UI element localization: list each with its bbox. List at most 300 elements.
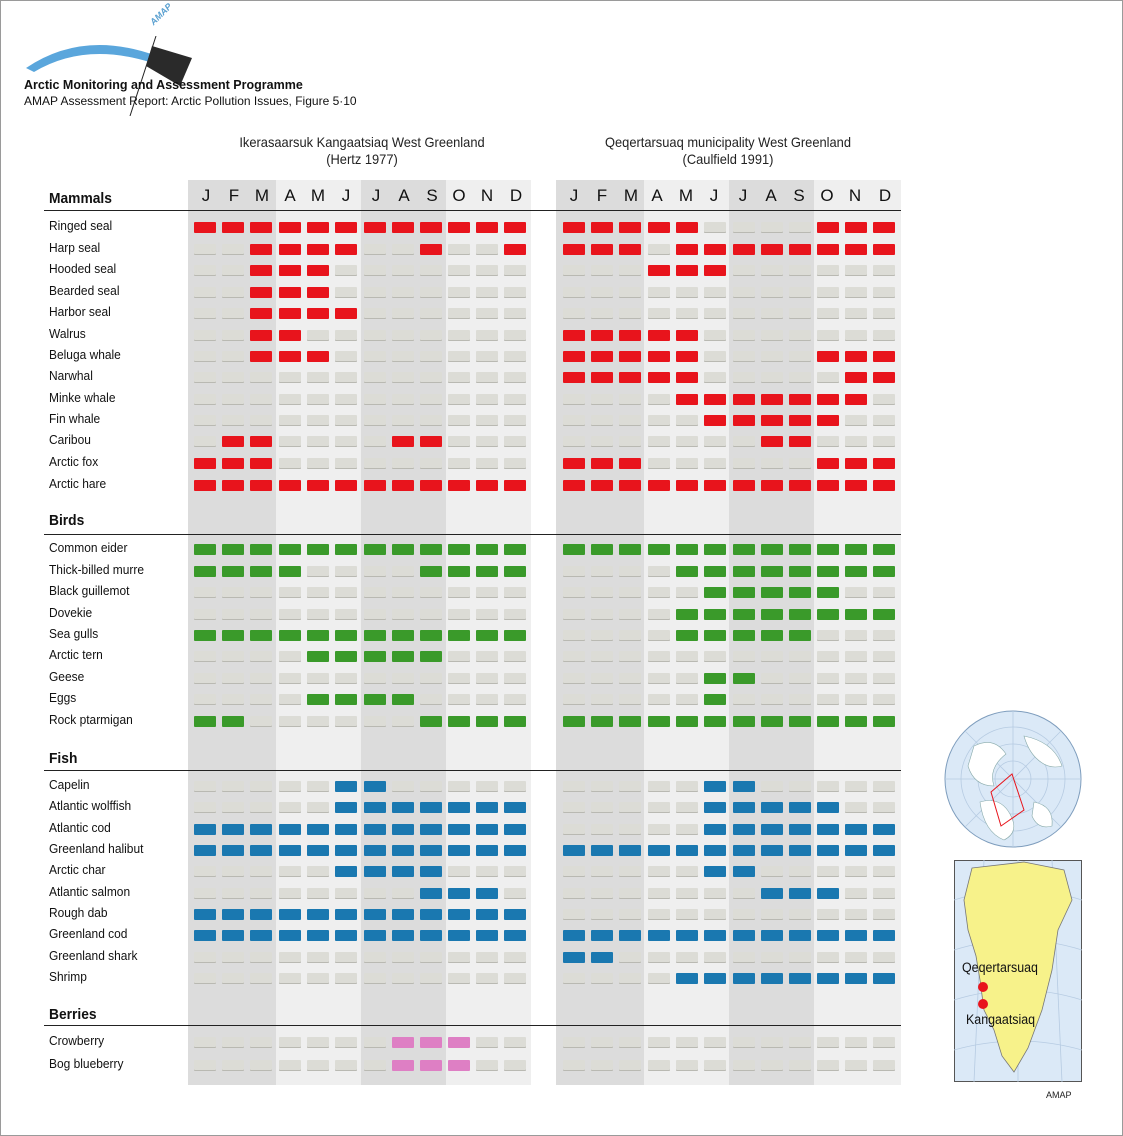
harvest-cell-active [817, 566, 839, 577]
harvest-cell-inactive [563, 673, 585, 684]
header-rule-gap [536, 210, 556, 211]
harvest-cell-active [392, 802, 414, 813]
month-header-right-10: O [820, 186, 834, 205]
harvest-cell-active [676, 480, 698, 491]
harvest-cell-active [789, 930, 811, 941]
harvest-cell-active [704, 609, 726, 620]
harvest-cell-inactive [222, 1060, 244, 1071]
harvest-cell-inactive [789, 866, 811, 877]
harvest-cell-inactive [448, 436, 470, 447]
logo-wordmark: AMAP [148, 1, 174, 28]
harvest-cell-inactive [845, 630, 867, 641]
harvest-cell-inactive [476, 651, 498, 662]
harvest-cell-active [420, 824, 442, 835]
harvest-cell-inactive [250, 372, 272, 383]
harvest-cell-inactive [648, 651, 670, 662]
harvest-cell-active [789, 566, 811, 577]
harvest-cell-inactive [789, 673, 811, 684]
harvest-cell-inactive [250, 866, 272, 877]
harvest-cell-inactive [194, 287, 216, 298]
harvest-cell-inactive [335, 436, 357, 447]
harvest-cell-inactive [761, 351, 783, 362]
harvest-cell-inactive [476, 330, 498, 341]
harvest-cell-inactive [817, 694, 839, 705]
harvest-cell-inactive [648, 824, 670, 835]
harvest-cell-active [761, 587, 783, 598]
harvest-cell-active [504, 544, 526, 555]
harvest-cell-active [307, 351, 329, 362]
harvest-cell-inactive [307, 372, 329, 383]
harvest-cell-active [761, 244, 783, 255]
harvest-cell-inactive [563, 1037, 585, 1048]
harvest-cell-inactive [279, 888, 301, 899]
harvest-cell-active [250, 308, 272, 319]
harvest-cell-inactive [676, 651, 698, 662]
harvest-cell-inactive [335, 458, 357, 469]
harvest-cell-inactive [504, 372, 526, 383]
harvest-cell-active [676, 930, 698, 941]
harvest-cell-active [789, 587, 811, 598]
harvest-cell-inactive [733, 1037, 755, 1048]
harvest-cell-inactive [619, 802, 641, 813]
harvest-cell-inactive [279, 436, 301, 447]
harvest-cell-inactive [873, 415, 895, 426]
harvest-cell-inactive [873, 436, 895, 447]
harvest-cell-inactive [619, 587, 641, 598]
harvest-cell-active [817, 609, 839, 620]
row-label: Eggs [49, 690, 77, 705]
harvest-cell-active [563, 952, 585, 963]
harvest-cell-active [279, 330, 301, 341]
harvest-cell-inactive [279, 866, 301, 877]
harvest-cell-active [733, 544, 755, 555]
harvest-cell-inactive [504, 651, 526, 662]
harvest-cell-inactive [704, 909, 726, 920]
harvest-cell-active [364, 866, 386, 877]
harvest-cell-active [364, 909, 386, 920]
harvest-cell-inactive [476, 781, 498, 792]
harvest-cell-inactive [704, 458, 726, 469]
harvest-cell-inactive [335, 372, 357, 383]
harvest-cell-inactive [335, 566, 357, 577]
harvest-cell-active [194, 222, 216, 233]
harvest-cell-inactive [591, 587, 613, 598]
harvest-cell-inactive [873, 909, 895, 920]
harvest-cell-inactive [504, 287, 526, 298]
harvest-cell-active [476, 222, 498, 233]
harvest-cell-inactive [591, 802, 613, 813]
harvest-cell-inactive [845, 1037, 867, 1048]
harvest-cell-active [504, 480, 526, 491]
month-header-left-2: F [228, 186, 240, 205]
harvest-cell-inactive [789, 351, 811, 362]
harvest-cell-active [420, 222, 442, 233]
harvest-cell-active [250, 436, 272, 447]
harvest-cell-active [648, 845, 670, 856]
harvest-cell-inactive [704, 330, 726, 341]
harvest-cell-inactive [335, 888, 357, 899]
harvest-cell-inactive [845, 651, 867, 662]
harvest-cell-active [817, 222, 839, 233]
harvest-cell-active [733, 845, 755, 856]
harvest-cell-inactive [222, 609, 244, 620]
harvest-cell-active [789, 630, 811, 641]
harvest-cell-inactive [619, 1037, 641, 1048]
harvest-cell-inactive [420, 394, 442, 405]
harvest-cell-active [733, 630, 755, 641]
harvest-cell-inactive [476, 394, 498, 405]
harvest-cell-inactive [676, 1037, 698, 1048]
harvest-cell-inactive [448, 694, 470, 705]
harvest-cell-inactive [591, 888, 613, 899]
harvest-cell-active [364, 630, 386, 641]
harvest-cell-inactive [392, 330, 414, 341]
harvest-cell-inactive [364, 330, 386, 341]
harvest-cell-active [476, 845, 498, 856]
harvest-cell-inactive [563, 566, 585, 577]
harvest-cell-inactive [591, 436, 613, 447]
harvest-cell-active [761, 415, 783, 426]
harvest-cell-inactive [392, 351, 414, 362]
harvest-cell-inactive [307, 716, 329, 727]
harvest-cell-active [789, 415, 811, 426]
harvest-cell-inactive [476, 244, 498, 255]
harvest-cell-inactive [476, 694, 498, 705]
harvest-cell-inactive [420, 458, 442, 469]
harvest-cell-inactive [420, 372, 442, 383]
harvest-cell-inactive [279, 973, 301, 984]
harvest-cell-inactive [817, 1060, 839, 1071]
harvest-cell-inactive [250, 609, 272, 620]
harvest-cell-active [250, 222, 272, 233]
harvest-cell-active [250, 480, 272, 491]
harvest-cell-active [476, 630, 498, 641]
harvest-cell-active [619, 716, 641, 727]
harvest-cell-inactive [364, 394, 386, 405]
harvest-cell-inactive [676, 415, 698, 426]
harvest-cell-inactive [591, 651, 613, 662]
harvest-cell-inactive [279, 458, 301, 469]
harvest-cell-inactive [761, 866, 783, 877]
harvest-cell-active [676, 372, 698, 383]
harvest-cell-active [845, 351, 867, 362]
harvest-cell-inactive [448, 973, 470, 984]
harvest-cell-active [420, 888, 442, 899]
harvest-cell-inactive [789, 287, 811, 298]
harvest-cell-active [817, 845, 839, 856]
harvest-cell-active [817, 716, 839, 727]
harvest-cell-inactive [364, 1037, 386, 1048]
harvest-cell-active [250, 244, 272, 255]
harvest-cell-active [504, 630, 526, 641]
harvest-cell-active [420, 436, 442, 447]
harvest-cell-active [279, 287, 301, 298]
harvest-cell-active [761, 845, 783, 856]
harvest-cell-active [789, 824, 811, 835]
panel-title-right [570, 134, 886, 168]
harvest-cell-active [704, 394, 726, 405]
harvest-cell-inactive [448, 651, 470, 662]
harvest-cell-inactive [619, 888, 641, 899]
harvest-cell-inactive [250, 415, 272, 426]
harvest-cell-inactive [448, 372, 470, 383]
harvest-cell-active [704, 673, 726, 684]
month-header-right-8: A [765, 186, 777, 205]
harvest-cell-inactive [733, 888, 755, 899]
harvest-cell-inactive [676, 802, 698, 813]
harvest-cell-inactive [504, 694, 526, 705]
harvest-cell-inactive [194, 888, 216, 899]
harvest-cell-active [194, 824, 216, 835]
harvest-cell-active [420, 866, 442, 877]
harvest-cell-active [279, 544, 301, 555]
harvest-cell-inactive [845, 909, 867, 920]
harvest-cell-active [733, 609, 755, 620]
harvest-cell-active [733, 394, 755, 405]
harvest-cell-inactive [676, 866, 698, 877]
harvest-cell-active [619, 845, 641, 856]
harvest-cell-inactive [817, 651, 839, 662]
harvest-cell-active [733, 716, 755, 727]
harvest-cell-active [335, 845, 357, 856]
harvest-cell-active [335, 909, 357, 920]
harvest-cell-active [307, 244, 329, 255]
month-header-left-8: A [398, 186, 410, 205]
harvest-cell-inactive [448, 308, 470, 319]
harvest-cell-inactive [648, 587, 670, 598]
harvest-cell-active [307, 308, 329, 319]
row-label: Harbor seal [49, 304, 111, 319]
harvest-cell-inactive [704, 351, 726, 362]
harvest-cell-inactive [222, 351, 244, 362]
harvest-cell-inactive [619, 909, 641, 920]
row-label: Sea gulls [49, 626, 99, 641]
month-header-left-7: J [371, 186, 381, 205]
harvest-cell-active [648, 265, 670, 276]
harvest-cell-inactive [194, 372, 216, 383]
harvest-cell-active [648, 716, 670, 727]
harvest-cell-inactive [733, 372, 755, 383]
harvest-cell-inactive [250, 694, 272, 705]
row-label: Crowberry [49, 1033, 105, 1048]
harvest-cell-active [619, 480, 641, 491]
harvest-cell-active [761, 824, 783, 835]
harvest-cell-inactive [194, 244, 216, 255]
harvest-cell-active [279, 222, 301, 233]
harvest-cell-active [817, 351, 839, 362]
harvest-cell-inactive [307, 436, 329, 447]
harvest-cell-active [733, 802, 755, 813]
harvest-cell-active [222, 845, 244, 856]
row-label: Common eider [49, 540, 128, 555]
harvest-cell-active [563, 930, 585, 941]
harvest-cell-inactive [873, 1060, 895, 1071]
harvest-cell-inactive [250, 1037, 272, 1048]
harvest-cell-inactive [845, 888, 867, 899]
harvest-cell-inactive [761, 372, 783, 383]
harvest-cell-inactive [563, 415, 585, 426]
harvest-cell-inactive [250, 781, 272, 792]
harvest-cell-inactive [504, 888, 526, 899]
harvest-cell-active [335, 802, 357, 813]
harvest-cell-active [761, 630, 783, 641]
harvest-cell-active [335, 781, 357, 792]
harvest-cell-inactive [307, 330, 329, 341]
harvest-cell-active [591, 544, 613, 555]
harvest-cell-active [476, 802, 498, 813]
harvest-cell-active [845, 566, 867, 577]
harvest-cell-active [619, 222, 641, 233]
harvest-cell-active [307, 480, 329, 491]
harvest-cell-active [420, 544, 442, 555]
harvest-cell-inactive [222, 1037, 244, 1048]
harvest-cell-active [279, 308, 301, 319]
harvest-cell-inactive [392, 952, 414, 963]
harvest-cell-inactive [194, 308, 216, 319]
harvest-cell-active [761, 930, 783, 941]
harvest-cell-inactive [733, 909, 755, 920]
harvest-cell-inactive [222, 587, 244, 598]
harvest-cell-inactive [761, 287, 783, 298]
harvest-cell-active [250, 265, 272, 276]
harvest-cell-active [704, 630, 726, 641]
harvest-cell-active [364, 544, 386, 555]
harvest-cell-active [504, 222, 526, 233]
harvest-cell-inactive [789, 909, 811, 920]
harvest-cell-inactive [761, 265, 783, 276]
harvest-cell-inactive [591, 630, 613, 641]
harvest-cell-inactive [845, 587, 867, 598]
harvest-cell-inactive [448, 952, 470, 963]
harvest-cell-inactive [873, 265, 895, 276]
harvest-cell-inactive [704, 1037, 726, 1048]
harvest-cell-inactive [761, 909, 783, 920]
harvest-cell-inactive [591, 909, 613, 920]
harvest-cell-inactive [504, 952, 526, 963]
harvest-cell-active [704, 845, 726, 856]
harvest-cell-inactive [563, 587, 585, 598]
harvest-cell-active [676, 222, 698, 233]
harvest-cell-inactive [504, 673, 526, 684]
harvest-cell-active [279, 566, 301, 577]
harvest-cell-inactive [619, 651, 641, 662]
harvest-cell-inactive [817, 265, 839, 276]
harvest-cell-inactive [222, 888, 244, 899]
harvest-cell-inactive [194, 351, 216, 362]
harvest-cell-active [279, 351, 301, 362]
harvest-cell-inactive [619, 609, 641, 620]
harvest-cell-inactive [504, 587, 526, 598]
harvest-cell-inactive [761, 1037, 783, 1048]
harvest-cell-active [619, 930, 641, 941]
harvest-cell-inactive [222, 694, 244, 705]
harvest-cell-active [448, 824, 470, 835]
harvest-cell-inactive [733, 694, 755, 705]
harvest-cell-inactive [648, 694, 670, 705]
harvest-cell-inactive [222, 244, 244, 255]
harvest-cell-inactive [420, 265, 442, 276]
harvest-cell-active [448, 630, 470, 641]
harvest-cell-inactive [563, 694, 585, 705]
harvest-cell-active [789, 802, 811, 813]
harvest-cell-inactive [279, 716, 301, 727]
harvest-cell-inactive [563, 287, 585, 298]
harvest-cell-active [222, 436, 244, 447]
harvest-cell-inactive [335, 673, 357, 684]
map-label-kangaatsiaq: Kangaatsiaq [966, 1012, 1036, 1027]
harvest-cell-active [676, 351, 698, 362]
harvest-cell-active [648, 222, 670, 233]
harvest-cell-inactive [648, 1037, 670, 1048]
month-header-right-3: M [623, 186, 639, 205]
harvest-cell-active [222, 930, 244, 941]
harvest-cell-active [222, 566, 244, 577]
harvest-cell-inactive [761, 651, 783, 662]
harvest-cell-inactive [335, 716, 357, 727]
map-credit: AMAP [1046, 1090, 1072, 1100]
harvest-cell-inactive [619, 265, 641, 276]
harvest-cell-inactive [194, 866, 216, 877]
row-label: Bog blueberry [49, 1056, 124, 1071]
harvest-cell-inactive [194, 973, 216, 984]
harvest-cell-inactive [733, 222, 755, 233]
harvest-cell-active [563, 845, 585, 856]
harvest-cell-inactive [279, 372, 301, 383]
harvest-cell-inactive [733, 952, 755, 963]
harvest-cell-inactive [789, 372, 811, 383]
harvest-cell-inactive [279, 694, 301, 705]
harvest-cell-active [845, 394, 867, 405]
month-header-right-11: N [848, 186, 862, 205]
harvest-cell-active [761, 480, 783, 491]
panel-title-left-source: (Hertz 1977) [326, 151, 398, 167]
harvest-cell-inactive [194, 587, 216, 598]
harvest-cell-inactive [364, 372, 386, 383]
harvest-cell-inactive [873, 866, 895, 877]
harvest-cell-inactive [817, 1037, 839, 1048]
month-header-left-4: A [284, 186, 296, 205]
harvest-cell-inactive [563, 866, 585, 877]
harvest-cell-inactive [648, 394, 670, 405]
harvest-cell-active [392, 1037, 414, 1048]
harvest-cell-inactive [591, 1060, 613, 1071]
harvest-cell-inactive [504, 866, 526, 877]
row-label: Atlantic cod [49, 820, 111, 835]
harvest-cell-active [873, 609, 895, 620]
harvest-cell-inactive [873, 330, 895, 341]
harvest-cell-active [476, 716, 498, 727]
harvest-cell-active [873, 566, 895, 577]
harvest-cell-inactive [335, 330, 357, 341]
harvest-cell-inactive [648, 866, 670, 877]
panel-title-left-name: Ikerasaarsuk Kangaatsiaq West Greenland [239, 134, 485, 150]
harvest-cell-inactive [591, 609, 613, 620]
month-header-right-9: S [793, 186, 805, 205]
harvest-cell-active [704, 781, 726, 792]
harvest-cell-active [704, 716, 726, 727]
row-label: Geese [49, 669, 85, 684]
row-label: Walrus [49, 326, 86, 341]
harvest-cell-inactive [817, 673, 839, 684]
harvest-cell-inactive [873, 673, 895, 684]
harvest-cell-active [733, 930, 755, 941]
panel-title-right-source: (Caulfield 1991) [682, 151, 774, 167]
harvest-cell-inactive [845, 287, 867, 298]
harvest-cell-inactive [222, 415, 244, 426]
harvest-cell-inactive [194, 609, 216, 620]
harvest-cell-active [761, 544, 783, 555]
harvest-cell-inactive [392, 609, 414, 620]
